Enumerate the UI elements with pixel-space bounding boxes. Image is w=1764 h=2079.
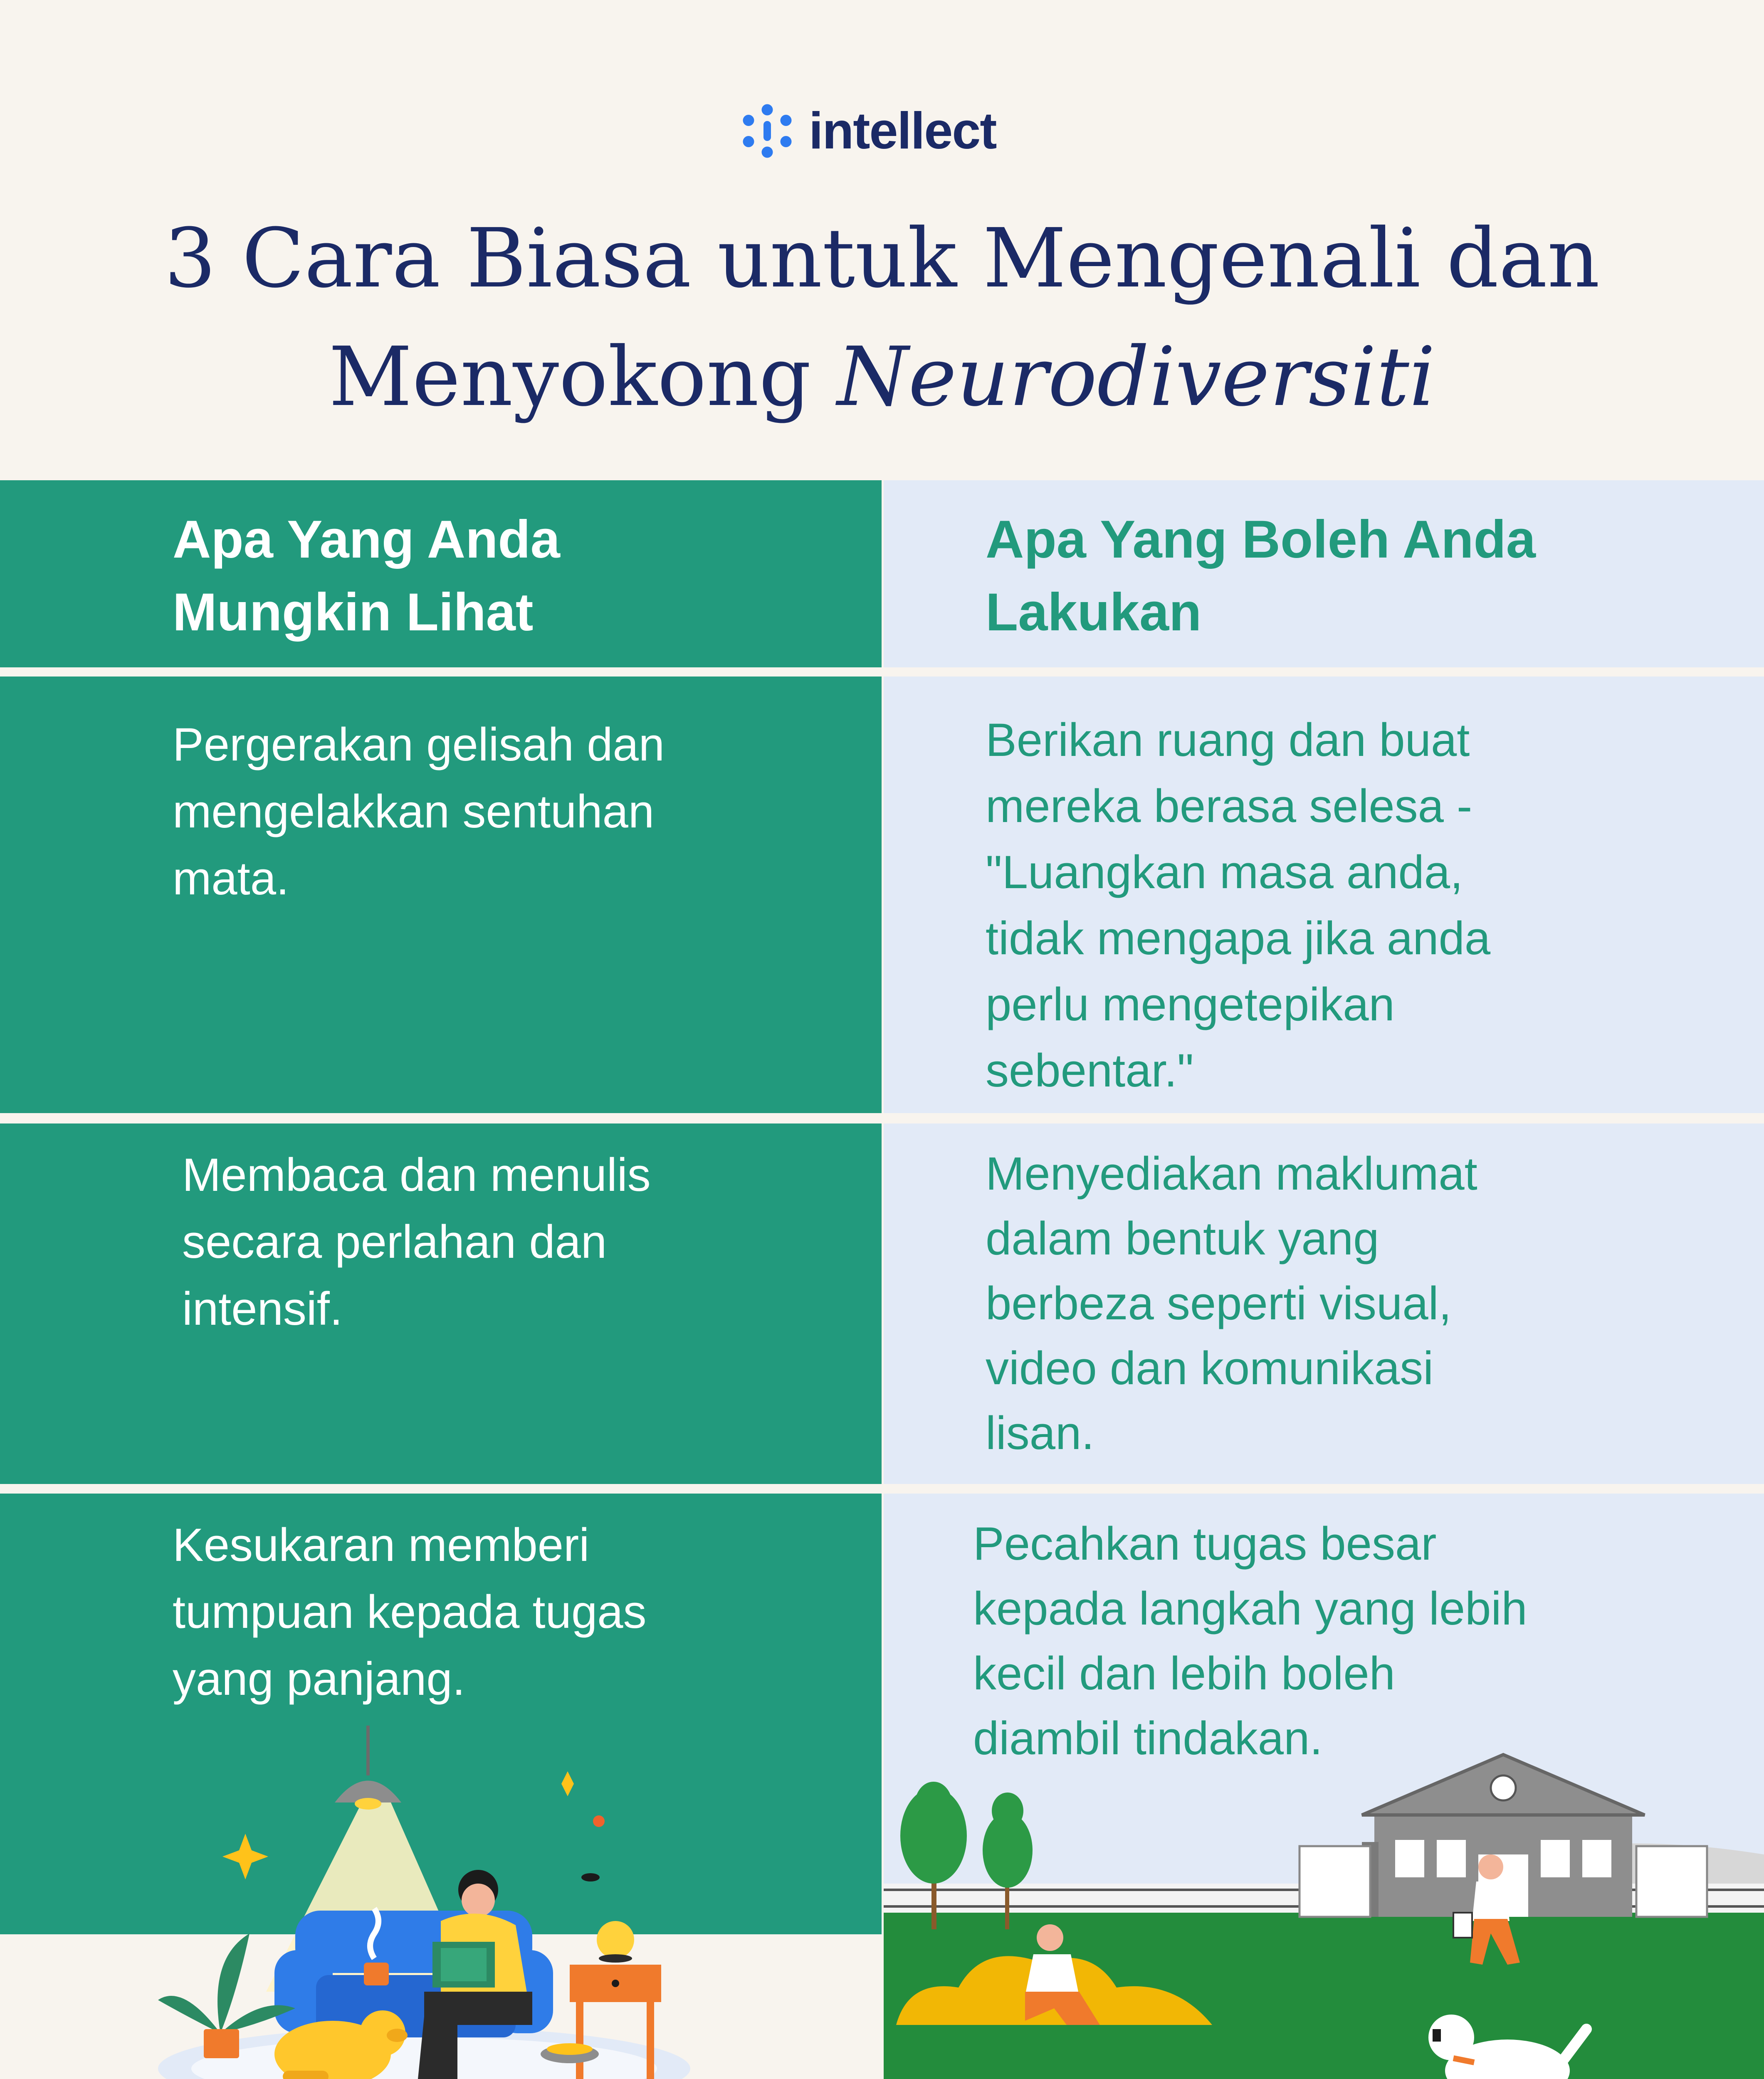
text-line: dalam bentuk yang [986, 1212, 1379, 1264]
text-line: video dan komunikasi [986, 1342, 1434, 1394]
title-line-2 [0, 318, 1764, 437]
text-line: Kesukaran memberi [173, 1519, 590, 1571]
text-line: yang panjang. [173, 1653, 465, 1705]
text-line: lisan. [986, 1407, 1094, 1459]
text-line: Pecahkan tugas besar [973, 1518, 1437, 1570]
text-line: berbeza seperti visual, [986, 1277, 1452, 1329]
row-2-action [986, 1141, 1477, 1466]
text-line: diambil tindakan. [973, 1712, 1323, 1764]
text-line: Membaca dan menulis [182, 1149, 651, 1201]
text-line: sebentar." [986, 1044, 1194, 1096]
row-3-action [973, 1511, 1527, 1771]
brand-logo [736, 98, 1035, 164]
text-line: secara perlahan dan [182, 1216, 607, 1268]
text-line: Berikan ruang dan buat [986, 714, 1470, 766]
intellect-logo-icon [736, 100, 798, 162]
title-line-2-plain: Menyokong [329, 330, 837, 425]
text-line: mata. [173, 852, 289, 904]
page-title [0, 200, 1764, 437]
column-header-right [986, 503, 1536, 649]
text-line: tumpuan kepada tugas [173, 1586, 647, 1638]
title-line-2-italic: Neurodiversiti [837, 330, 1435, 425]
title-line-1: 3 Cara Biasa untuk Mengenali dan [164, 211, 1600, 306]
row-1-action [986, 707, 1490, 1104]
column-header-left [173, 503, 560, 649]
column-header-right-line: Apa Yang Boleh Anda [986, 510, 1536, 569]
column-header-left-line: Apa Yang Anda [173, 510, 560, 569]
reading-on-sofa-illustration [158, 1726, 715, 2079]
row-2-observation [182, 1141, 651, 1342]
brand-name: intellect [809, 102, 996, 160]
text-line: "Luangkan masa anda, [986, 846, 1463, 898]
text-line: kecil dan lebih boleh [973, 1647, 1395, 1699]
text-line: mereka berasa selesa - [986, 780, 1472, 832]
row-3-observation [173, 1511, 647, 1712]
text-line: tidak mengapa jika anda [986, 912, 1491, 964]
column-header-left-line: Mungkin Lihat [173, 583, 534, 642]
text-line: kepada langkah yang lebih [973, 1583, 1527, 1635]
text-line: mengelakkan sentuhan [173, 785, 655, 837]
text-line: intensif. [182, 1283, 343, 1335]
text-line: Menyediakan maklumat [986, 1148, 1477, 1200]
park-with-school-illustration [884, 1746, 1764, 2079]
text-line: perlu mengetepikan [986, 978, 1395, 1030]
text-line: Pergerakan gelisah dan [173, 719, 665, 770]
row-1-observation [173, 711, 665, 912]
column-header-right-line: Lakukan [986, 583, 1202, 642]
